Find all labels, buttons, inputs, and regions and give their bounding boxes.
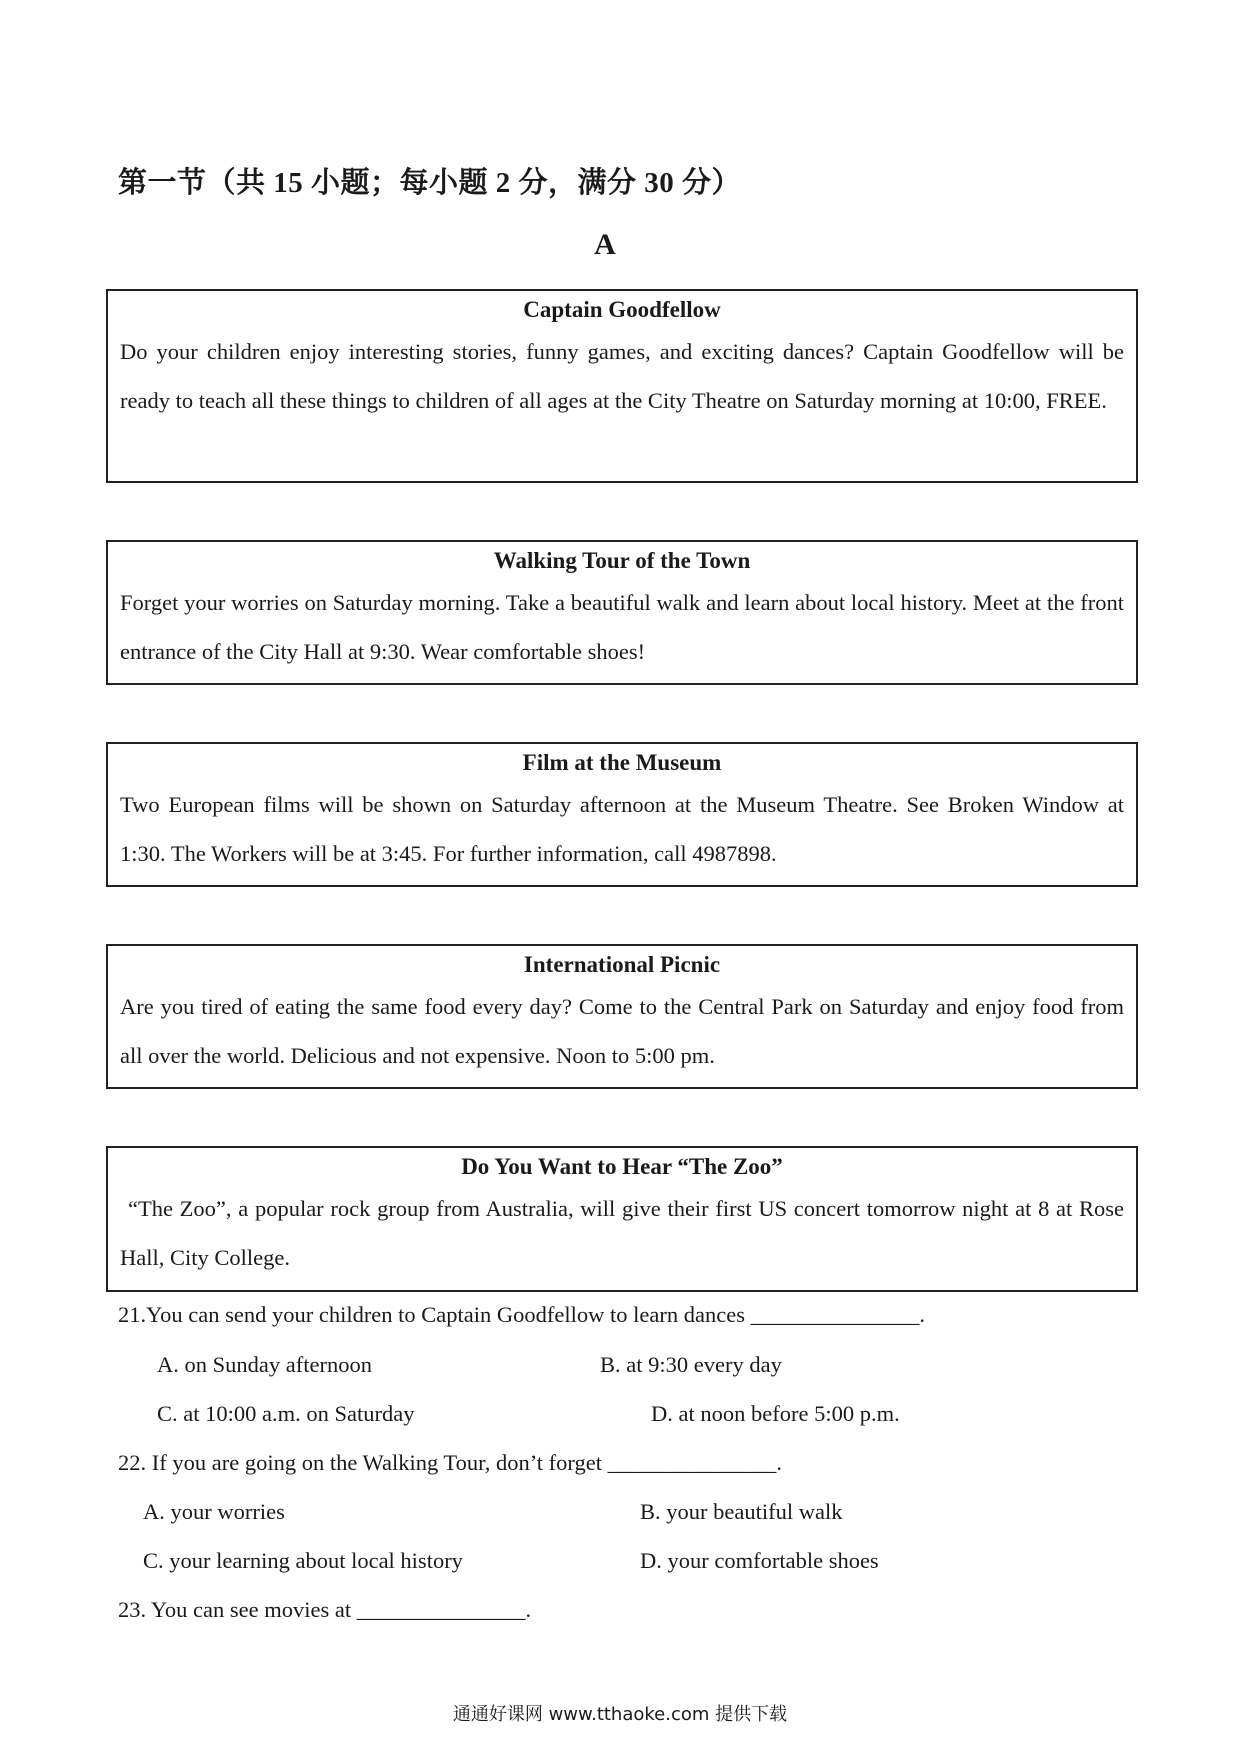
section-letter: A xyxy=(594,228,616,261)
question-21-option-d[interactable]: D. at noon before 5:00 p.m. xyxy=(651,1401,900,1426)
notice-title: Film at the Museum xyxy=(522,750,722,775)
notice-title: International Picnic xyxy=(523,952,721,977)
notice-title: Walking Tour of the Town xyxy=(493,548,751,573)
notice-body: Forget your worries on Saturday morning. Take a beautiful walk and learn about local history. Meet at the front entrance of the City Hall at 9:30. Wear comfortable shoes! xyxy=(120,590,1124,664)
question-21-option-c[interactable]: C. at 10:00 a.m. on Saturday xyxy=(157,1401,415,1426)
question-22-option-b[interactable]: B. your beautiful walk xyxy=(640,1499,843,1524)
notice-body: Two European films will be shown on Saturday afternoon at the Museum Theatre. See Broken Window at 1:30. The Workers will be at 3:45. For further information, call 4987898. xyxy=(120,792,1124,866)
question-21-option-a[interactable]: A. on Sunday afternoon xyxy=(157,1352,372,1377)
question-22-option-c[interactable]: C. your learning about local history xyxy=(143,1548,463,1573)
notice-body: Are you tired of eating the same food every day? Come to the Central Park on Saturday and enjoy food from all over the world. Delicious and not expensive. Noon to 5:00 pm. xyxy=(120,994,1124,1068)
question-21-option-b[interactable]: B. at 9:30 every day xyxy=(600,1352,782,1377)
notice-international-picnic xyxy=(106,944,1138,1089)
notice-captain-goodfellow xyxy=(106,289,1138,483)
question-22-option-d[interactable]: D. your comfortable shoes xyxy=(640,1548,879,1573)
notice-title: Captain Goodfellow xyxy=(523,297,721,322)
notice-body: “The Zoo”, a popular rock group from Australia, will give their first US concert tomorrow night at 8 at Rose Hall, City College. xyxy=(120,1196,1124,1270)
notice-walking-tour xyxy=(106,540,1138,685)
notice-film-museum xyxy=(106,742,1138,887)
section-header: 第一节（共 15 小题；每小题 2 分，满分 30 分） xyxy=(118,167,742,199)
question-21-stem: 21.You can send your children to Captain Goodfellow to learn dances _______________. xyxy=(118,1302,925,1327)
question-23-stem: 23. You can see movies at _______________. xyxy=(118,1597,532,1622)
question-22-stem: 22. If you are going on the Walking Tour, don’t forget _______________. xyxy=(118,1450,782,1475)
notice-title: Do You Want to Hear “The Zoo” xyxy=(461,1154,783,1179)
question-22-option-a[interactable]: A. your worries xyxy=(143,1499,285,1524)
page-footer: 通通好课网 www.tthaoke.com 提供下载 xyxy=(452,1704,788,1725)
notice-the-zoo xyxy=(106,1146,1138,1292)
notice-body: Do your children enjoy interesting stories, funny games, and exciting dances? Captain Goodfellow will be ready to teach all these things to children of all ages at the City Theatre on Saturday morning at 10:00, FREE. xyxy=(120,339,1124,413)
